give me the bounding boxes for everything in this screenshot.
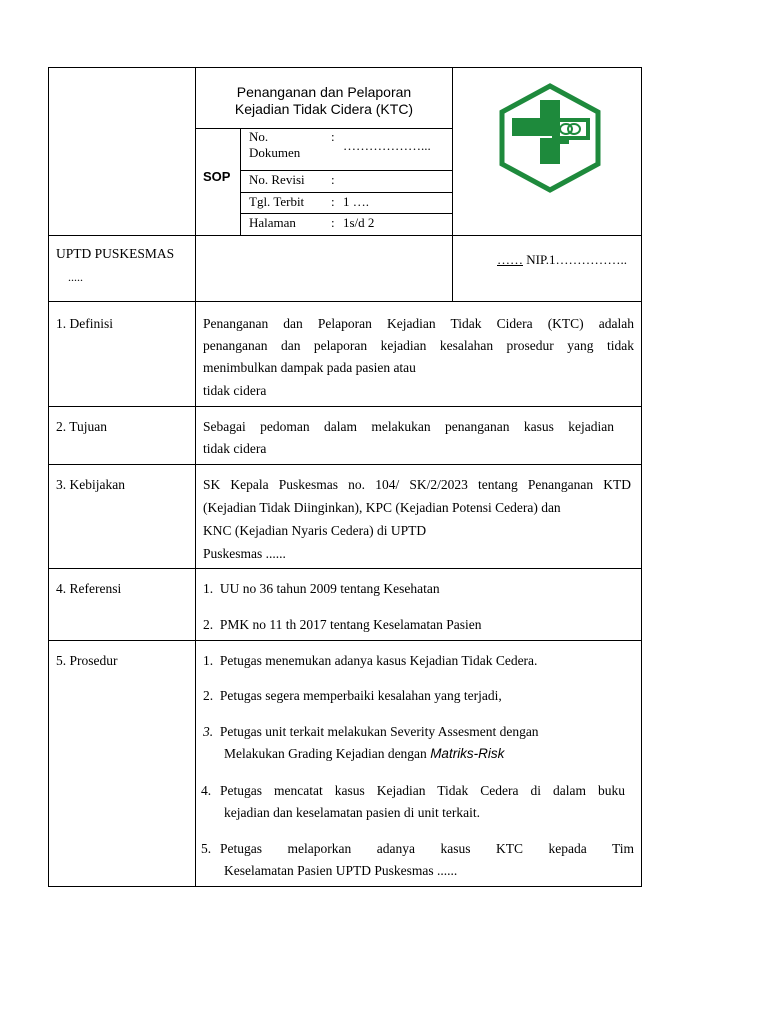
meta-divider-3: [240, 213, 452, 214]
referensi-row-divider: [48, 640, 642, 641]
table-border-left: [48, 67, 49, 887]
tujuan-line-2: tidak cidera: [203, 441, 267, 456]
meta-label-halaman: Halaman: [249, 215, 296, 230]
table-border-right: [641, 67, 642, 887]
prosedur-item-2: 2. Petugas segera memperbaiki kesalahan yang terjadi,: [203, 688, 502, 703]
prosedur-item-4-cont: kejadian dan keselamatan pasien di unit terkait.: [224, 805, 481, 820]
meta-sep-no-revisi: :: [331, 172, 335, 187]
prosedur-item-5: Petugas melaporkan adanya kasus KTC kepada Tim: [220, 841, 634, 856]
meta-value-halaman: 1s/d 2: [343, 215, 375, 230]
meta-label-no-revisi: No. Revisi: [249, 172, 305, 187]
prosedur-item-3-cont: Melakukan Grading Kejadian dengan Matriks-Risk: [224, 746, 505, 761]
definisi-line-4: tidak cidera: [203, 383, 267, 398]
kebijakan-line-3: KNC (Kejadian Nyaris Cedera) di UPTD: [203, 523, 427, 538]
meta-sep-no-dokumen: :: [331, 129, 335, 144]
meta-divider-1: [240, 170, 452, 171]
org-row-divider: [48, 301, 642, 302]
kebijakan-label: 3. Kebijakan: [56, 477, 125, 492]
puskesmas-logo-icon: [497, 82, 603, 194]
kebijakan-line-2: (Kejadian Tidak Diinginkan), KPC (Kejadian Potensi Cedera) dan: [203, 500, 561, 515]
prosedur-item-4-num: 4.: [201, 783, 212, 798]
referensi-item-1: 1. UU no 36 tahun 2009 tentang Kesehatan: [203, 581, 440, 596]
referensi-item-2: 2. PMK no 11 th 2017 tentang Keselamatan Pasien: [203, 617, 482, 632]
tujuan-line-1: Sebagai pedoman dalam melakukan penanganan kasus kejadian: [203, 419, 614, 434]
prosedur-item-5-cont: Keselamatan Pasien UPTD Puskesmas ......: [224, 863, 458, 878]
signature-nip: [497, 249, 627, 271]
title-divider: [195, 128, 452, 129]
table-border-bottom: [48, 886, 642, 887]
document-title: [196, 84, 452, 118]
meta-label-tgl-terbit: Tgl. Terbit: [249, 194, 305, 209]
kebijakan-row-divider: [48, 568, 642, 569]
signature-nip-value: NIP.1……………..: [526, 252, 628, 267]
header-row-divider: [48, 235, 642, 236]
signature-dots: ……: [497, 252, 523, 267]
org-name: UPTD PUSKESMAS: [56, 246, 175, 261]
table-border-top: [48, 67, 642, 68]
meta-value-tgl-terbit: 1 ….: [343, 194, 369, 209]
prosedur-item-1: 1. Petugas menemukan adanya kasus Kejadian Tidak Cedera.: [203, 653, 538, 668]
definisi-line-3: menimbulkan dampak pada pasien atau: [203, 360, 416, 375]
kebijakan-line-1: SK Kepala Puskesmas no. 104/ SK/2/2023 tentang Penanganan KTD: [203, 477, 631, 492]
org-name-dots: .....: [68, 270, 83, 284]
logo-column-divider: [452, 67, 453, 302]
referensi-label: 4. Referensi: [56, 581, 122, 596]
definisi-label: 1. Definisi: [56, 316, 113, 331]
meta-divider-2: [240, 192, 452, 193]
meta-label-no-dokumen: No. Dokumen: [249, 129, 301, 160]
meta-value-no-dokumen: ………………...: [343, 138, 431, 153]
definisi-line-1: Penanganan dan Pelaporan Kejadian Tidak Cidera (KTC) adalah: [203, 316, 634, 331]
meta-sep-halaman: :: [331, 215, 335, 230]
title-line-1: Penanganan dan Pelaporan: [236, 84, 412, 100]
prosedur-item-3: 3. Petugas unit terkait melakukan Severity Assesment dengan: [203, 724, 539, 739]
prosedur-label: 5. Prosedur: [56, 653, 118, 668]
label-column-divider: [195, 67, 196, 887]
definisi-line-2: penanganan dan pelaporan kejadian kesalahan prosedur yang tidak: [203, 338, 634, 353]
tujuan-label: 2. Tujuan: [56, 419, 108, 434]
sop-divider: [240, 128, 241, 236]
definisi-row-divider: [48, 406, 642, 407]
sop-label: SOP: [203, 169, 231, 184]
tujuan-row-divider: [48, 464, 642, 465]
meta-sep-tgl-terbit: :: [331, 194, 335, 209]
title-line-2: Kejadian Tidak Cidera (KTC): [234, 101, 414, 117]
prosedur-item-4: Petugas mencatat kasus Kejadian Tidak Cedera di dalam buku: [220, 783, 625, 798]
prosedur-item-5-num: 5.: [201, 841, 212, 856]
kebijakan-line-4: Puskesmas ......: [203, 546, 286, 561]
